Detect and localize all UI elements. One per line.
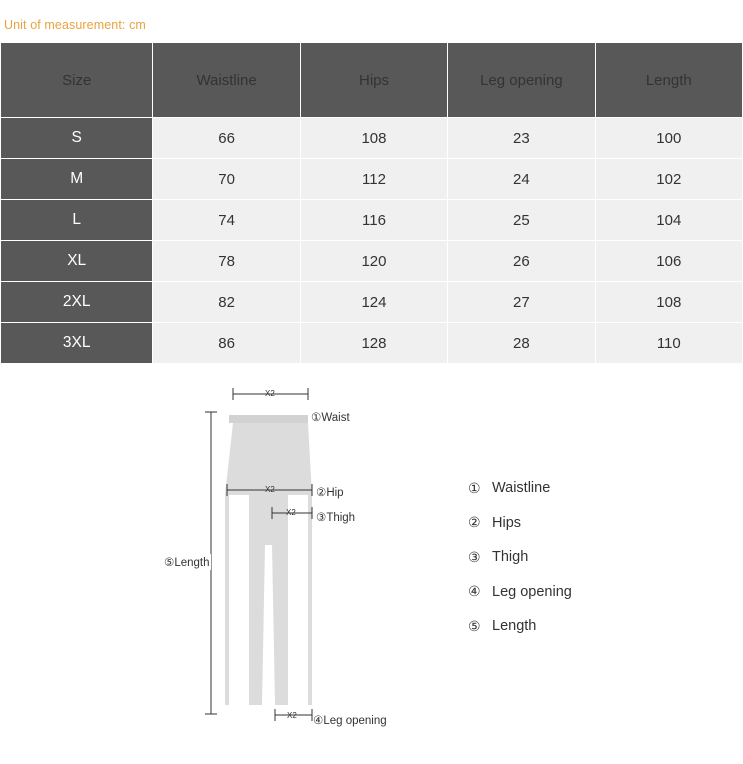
cell-waistline: 82 xyxy=(153,282,300,323)
legend-item-leg-opening xyxy=(468,575,708,610)
column-header-waistline: Waistline xyxy=(153,43,300,118)
table-row xyxy=(1,282,743,323)
waist-callout-label: Waist xyxy=(321,412,350,424)
cell-hips: 120 xyxy=(300,241,447,282)
legend-number-1: ① xyxy=(468,479,481,496)
hip-callout xyxy=(316,485,344,499)
legend-item-thigh xyxy=(468,540,708,575)
legend-number-5: ⑤ xyxy=(468,617,481,634)
waist-callout-number: ① xyxy=(311,412,322,424)
table-row xyxy=(1,323,743,364)
length-callout-label: Length xyxy=(174,557,210,569)
cell-size: M xyxy=(1,159,153,200)
cell-waistline: 86 xyxy=(153,323,300,364)
cell-leg-opening: 26 xyxy=(448,241,595,282)
leg-opening-callout xyxy=(313,713,387,727)
thigh-callout-number: ③ xyxy=(316,512,327,524)
leg-opening-callout-label: Leg opening xyxy=(323,715,387,727)
legend-number-2: ② xyxy=(468,514,481,531)
legend-label-length: Length xyxy=(492,618,537,635)
hip-multiplier: X2 xyxy=(265,485,275,494)
cell-waistline: 70 xyxy=(153,159,300,200)
waist-multiplier: X2 xyxy=(265,389,275,398)
cell-leg-opening: 24 xyxy=(448,159,595,200)
cell-hips: 116 xyxy=(300,200,447,241)
cell-leg-opening: 28 xyxy=(448,323,595,364)
table-row xyxy=(1,241,743,282)
cell-hips: 112 xyxy=(300,159,447,200)
cell-length: 108 xyxy=(595,282,742,323)
legend-label-leg-opening: Leg opening xyxy=(492,583,572,600)
size-table xyxy=(0,42,743,364)
cell-size: XL xyxy=(1,241,153,282)
legend-number-4: ④ xyxy=(468,583,481,600)
table-header-row xyxy=(1,43,743,118)
cell-hips: 124 xyxy=(300,282,447,323)
legend-item-length xyxy=(468,609,708,644)
length-callout-number: ⑤ xyxy=(164,557,175,569)
pants-illustration xyxy=(225,415,312,705)
hip-callout-number: ② xyxy=(316,487,327,499)
waist-callout xyxy=(311,410,350,424)
table-row xyxy=(1,159,743,200)
column-header-leg-opening: Leg opening xyxy=(448,43,595,118)
cell-length: 100 xyxy=(595,118,742,159)
table-row xyxy=(1,200,743,241)
cell-leg-opening: 23 xyxy=(448,118,595,159)
cell-length: 110 xyxy=(595,323,742,364)
unit-of-measurement-note: Unit of measurement: cm xyxy=(4,18,146,32)
legend-item-hips xyxy=(468,506,708,541)
cell-size: 3XL xyxy=(1,323,153,364)
legend-label-waistline: Waistline xyxy=(492,480,551,497)
cell-leg-opening: 25 xyxy=(448,200,595,241)
cell-waistline: 66 xyxy=(153,118,300,159)
legend-label-hips: Hips xyxy=(492,514,522,531)
cell-length: 104 xyxy=(595,200,742,241)
legend-item-waistline xyxy=(468,471,708,506)
legend-label-thigh: Thigh xyxy=(492,549,529,566)
thigh-multiplier: X2 xyxy=(286,508,296,517)
cell-length: 106 xyxy=(595,241,742,282)
thigh-callout xyxy=(316,510,355,524)
cell-length: 102 xyxy=(595,159,742,200)
column-header-size: Size xyxy=(1,43,153,118)
length-callout xyxy=(163,554,211,570)
thigh-callout-label: Thigh xyxy=(326,512,356,524)
leg-opening-multiplier: X2 xyxy=(287,711,297,720)
cell-waistline: 78 xyxy=(153,241,300,282)
cell-size: S xyxy=(1,118,153,159)
cell-waistline: 74 xyxy=(153,200,300,241)
column-header-length: Length xyxy=(595,43,742,118)
hip-callout-label: Hip xyxy=(326,487,344,499)
leg-opening-callout-number: ④ xyxy=(313,715,324,727)
cell-hips: 108 xyxy=(300,118,447,159)
column-header-hips: Hips xyxy=(300,43,447,118)
measurement-diagram xyxy=(0,375,743,764)
cell-leg-opening: 27 xyxy=(448,282,595,323)
cell-size: 2XL xyxy=(1,282,153,323)
legend-number-3: ③ xyxy=(468,548,481,565)
cell-hips: 128 xyxy=(300,323,447,364)
cell-size: L xyxy=(1,200,153,241)
table-row xyxy=(1,118,743,159)
measurement-legend xyxy=(468,471,708,644)
waistband xyxy=(229,415,308,423)
